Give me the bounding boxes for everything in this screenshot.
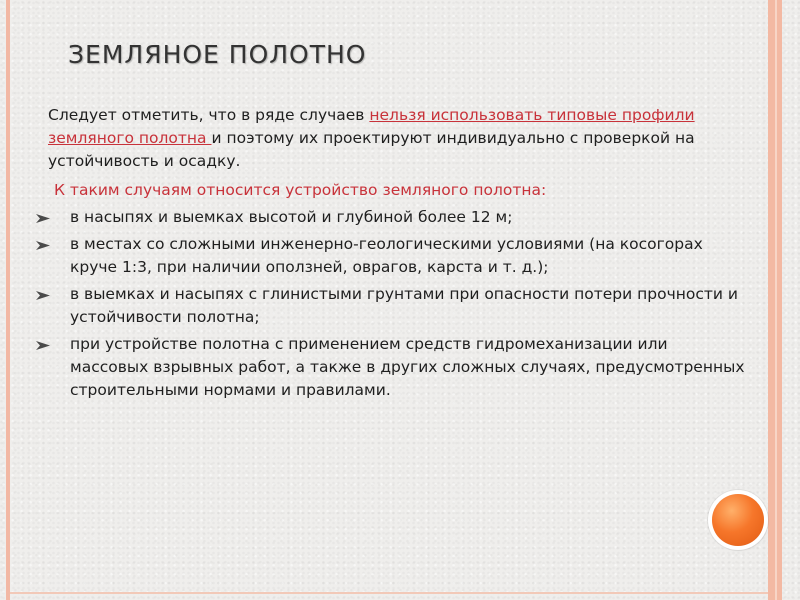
right-decor-strip-inner	[775, 0, 777, 600]
intro-paragraph	[48, 104, 748, 173]
cases-list	[48, 206, 748, 402]
arrowhead-bullet-icon	[36, 333, 56, 356]
left-decor-strip	[6, 0, 10, 600]
list-item-text: при устройстве полотна с применением средств гидромеханизации или массовых взрывных работ, а также в других сложных случаях, предусмотренных строительными нормами и правилами.	[70, 335, 745, 399]
list-item-text: в выемках и насыпях с глинистыми грунтами при опасности потери прочности и устойчивости полотна;	[70, 285, 739, 326]
orange-orb-decoration	[712, 494, 764, 546]
list-item-text: в насыпях и выемках высотой и глубиной более 12 м;	[70, 208, 513, 226]
intro-text-end: и поэтому их проектируют индивидуально с проверкой на устойчивость и осадку.	[48, 129, 695, 170]
arrowhead-bullet-icon	[36, 283, 56, 306]
list-item	[48, 283, 748, 329]
slide-title: ЗЕМЛЯНОЕ ПОЛОТНО	[68, 40, 367, 69]
bottom-decor-line	[10, 592, 768, 594]
cases-subheading: К таким случаям относится устройство земляного полотна:	[54, 181, 547, 199]
intro-highlight: нельзя использовать типовые профили земляного полотна	[48, 106, 695, 147]
list-item	[48, 233, 748, 279]
slide-body	[48, 104, 748, 406]
arrowhead-bullet-icon	[36, 206, 56, 229]
arrowhead-bullet-icon	[36, 233, 56, 256]
list-item	[48, 333, 748, 402]
intro-text-start: Следует отметить, что в ряде случаев	[48, 106, 370, 124]
list-item-text: в местах со сложными инженерно-геологическими условиями (на косогорах круче 1:3, при наличии оползней, оврагов, карста и т. д.);	[70, 235, 703, 276]
list-item	[48, 206, 748, 229]
